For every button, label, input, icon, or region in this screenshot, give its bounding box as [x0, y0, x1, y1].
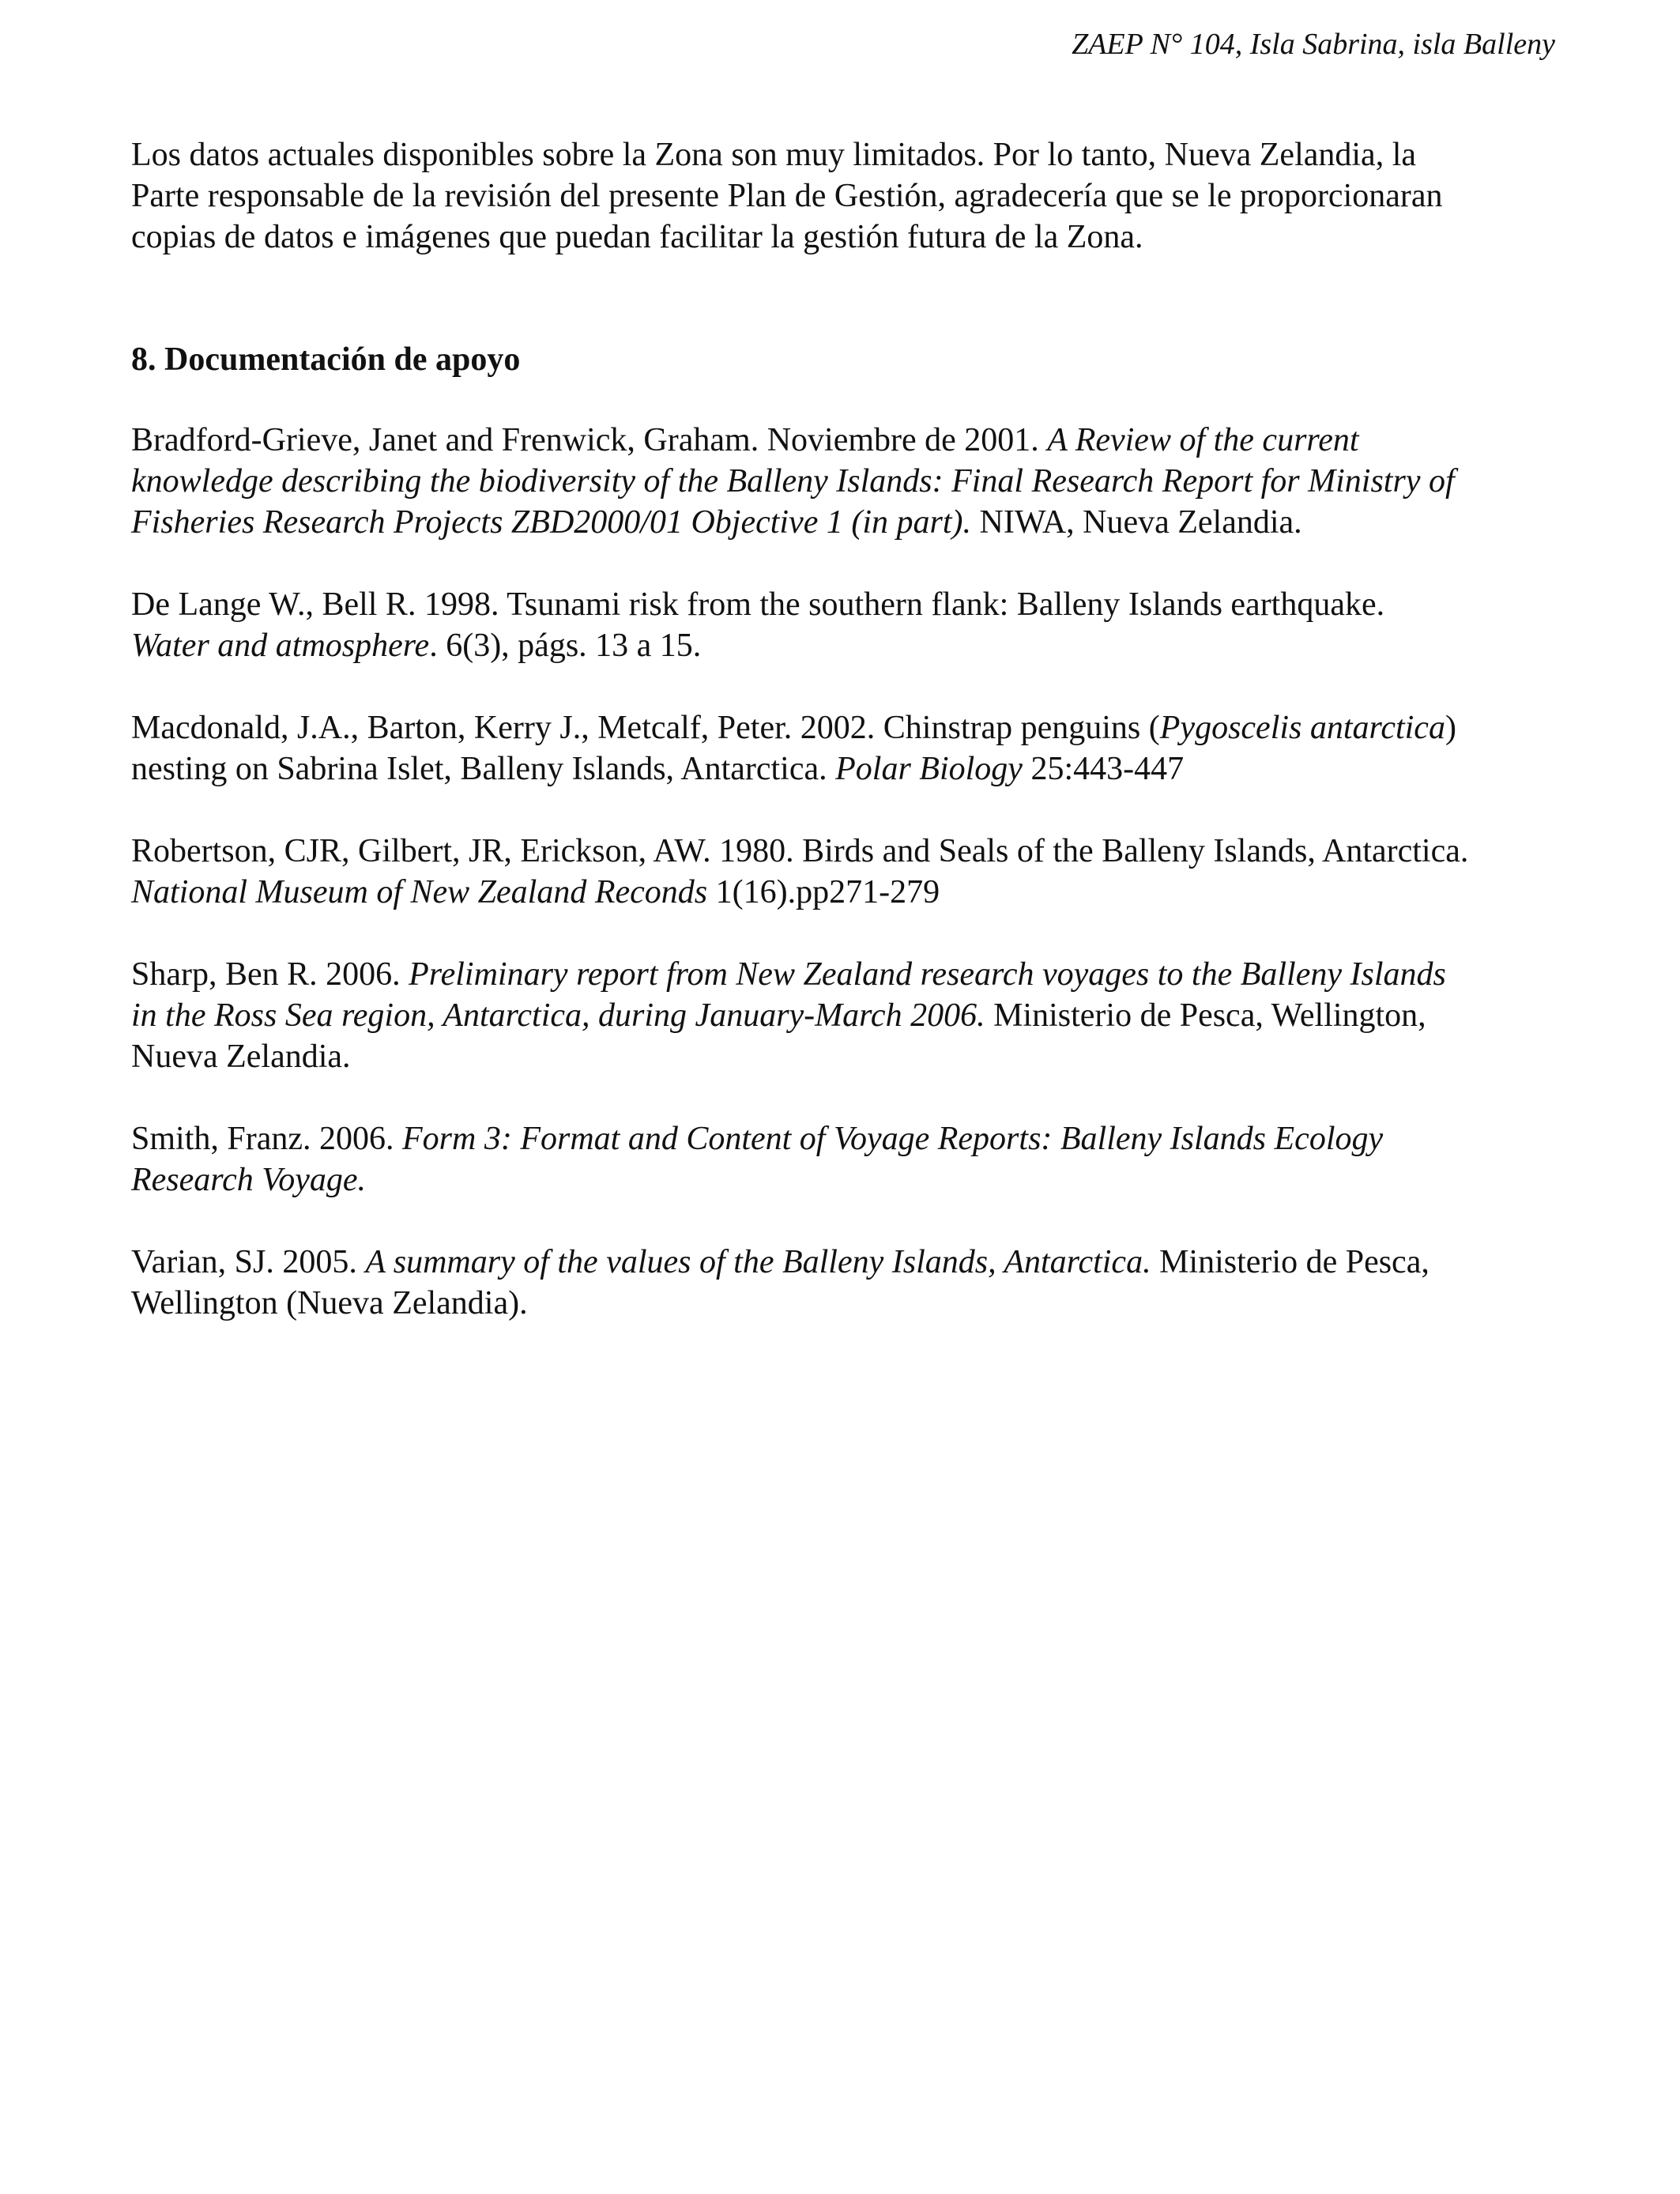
ref-journal: Water and atmosphere — [131, 628, 430, 664]
reference-bradford-grieve — [131, 420, 1577, 543]
ref-title: knowledge describing the biodiversity of the Balleny Islands: Final Research Report for Ministry of — [131, 463, 1455, 499]
ref-text: Nueva Zelandia. — [131, 1039, 351, 1075]
ref-text: Varian, SJ. 2005. — [131, 1244, 366, 1280]
ref-text: De Lange W., Bell R. 1998. Tsunami risk from the southern flank: Balleny Islands earthquake. — [131, 586, 1385, 623]
ref-text: Wellington (Nueva Zelandia). — [131, 1285, 528, 1321]
ref-text: nesting on Sabrina Islet, Balleny Islands, Antarctica. — [131, 751, 836, 787]
ref-title: A Review of the current — [1047, 422, 1359, 458]
ref-title: Fisheries Research Projects ZBD2000/01 Objective 1 (in part). — [131, 504, 972, 541]
ref-text: Macdonald, J.A., Barton, Kerry J., Metcalf, Peter. 2002. Chinstrap penguins ( — [131, 710, 1160, 746]
ref-text: . 6(3), págs. 13 a 15. — [429, 628, 702, 664]
reference-macdonald — [131, 707, 1577, 790]
reference-sharp — [131, 954, 1577, 1077]
ref-text: Ministerio de Pesca, — [1151, 1244, 1430, 1280]
intro-line: Los datos actuales disponibles sobre la Zona son muy limitados. Por lo tanto, Nueva Zelandia, la — [131, 137, 1417, 173]
ref-species: Pygoscelis antarctica — [1159, 710, 1445, 746]
ref-title: in the Ross Sea region, Antarctica, during January-March 2006. — [131, 997, 985, 1034]
ref-title: Preliminary report from New Zealand research voyages to the Balleny Islands — [409, 956, 1446, 993]
ref-text: Sharp, Ben R. 2006. — [131, 956, 409, 993]
intro-line: Parte responsable de la revisión del presente Plan de Gestión, agradecería que se le proporcionaran — [131, 178, 1443, 214]
ref-text: Ministerio de Pesca, Wellington, — [985, 997, 1426, 1034]
running-header: ZAEP N° 104, Isla Sabrina, isla Balleny — [1072, 28, 1555, 61]
ref-text: ) — [1445, 710, 1456, 746]
reference-smith — [131, 1118, 1577, 1201]
ref-title: A summary of the values of the Balleny Islands, Antarctica. — [365, 1244, 1151, 1280]
intro-line: copias de datos e imágenes que puedan facilitar la gestión futura de la Zona. — [131, 219, 1143, 255]
ref-title: Research Voyage. — [131, 1162, 366, 1198]
ref-text: Smith, Franz. 2006. — [131, 1121, 402, 1157]
ref-journal: National Museum of New Zealand Reconds — [131, 874, 708, 910]
reference-list — [131, 420, 1577, 1324]
ref-text: NIWA, Nueva Zelandia. — [971, 504, 1302, 541]
reference-de-lange — [131, 584, 1577, 666]
ref-text: 25:443-447 — [1022, 751, 1185, 787]
ref-journal: Polar Biology — [835, 751, 1023, 787]
reference-varian — [131, 1242, 1577, 1324]
ref-title: Form 3: Format and Content of Voyage Reports: Balleny Islands Ecology — [402, 1121, 1384, 1157]
page-content — [131, 134, 1577, 1365]
ref-text: 1(16).pp271-279 — [707, 874, 940, 910]
reference-robertson — [131, 831, 1577, 913]
section-heading: 8. Documentación de apoyo — [131, 341, 521, 378]
intro-paragraph — [131, 134, 1577, 258]
ref-text: Robertson, CJR, Gilbert, JR, Erickson, AW. 1980. Birds and Seals of the Balleny Islands, Antarctica. — [131, 833, 1469, 869]
ref-text: Bradford-Grieve, Janet and Frenwick, Graham. Noviembre de 2001. — [131, 422, 1048, 458]
